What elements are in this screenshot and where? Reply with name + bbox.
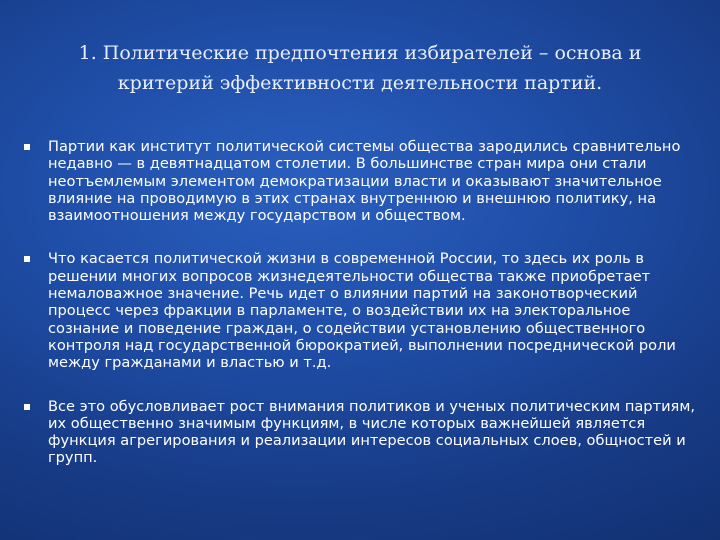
list-item	[24, 398, 700, 467]
bullet-text: Все это обусловливает рост внимания политиков и ученых политическим партиям, их общественно значимым функциям, в числе которых важнейшей является функция агрегирования и реализации интересов социальных слоев, общностей и групп.	[48, 397, 695, 467]
square-bullet-icon	[24, 256, 30, 262]
list-item	[24, 250, 700, 371]
slide-title: 1. Политические предпочтения избирателей – основа и критерий эффективности деятельности партий.	[78, 42, 642, 94]
square-bullet-icon	[24, 404, 30, 410]
bullet-text: Партии как институт политической системы общества зародились сравнительно недавно — в девятнадцатом столетии. В большинстве стран мира они стали неотъемлемым элементом демократизации власти и оказывают значительное влияние на проводимую в этих странах внутреннюю и внешнюю политику, на взаимоотношения между государством и обществом.	[48, 138, 681, 225]
list-item	[24, 138, 700, 224]
bullet-text: Что касается политической жизни в современной России, то здесь их роль в решении многих вопросов жизнедеятельности общества также приобретает немаловажное значение. Речь идет о влиянии партий на законотворческий процесс через фракции в парламенте, о воздействии их на электоральное сознание и поведение граждан, о содействии установлению общественного контроля над государственной бюрократией, выполнении посреднической роли между гражданами и властью и т.д.	[48, 250, 676, 372]
square-bullet-icon	[24, 144, 30, 150]
bullet-list	[24, 138, 700, 467]
